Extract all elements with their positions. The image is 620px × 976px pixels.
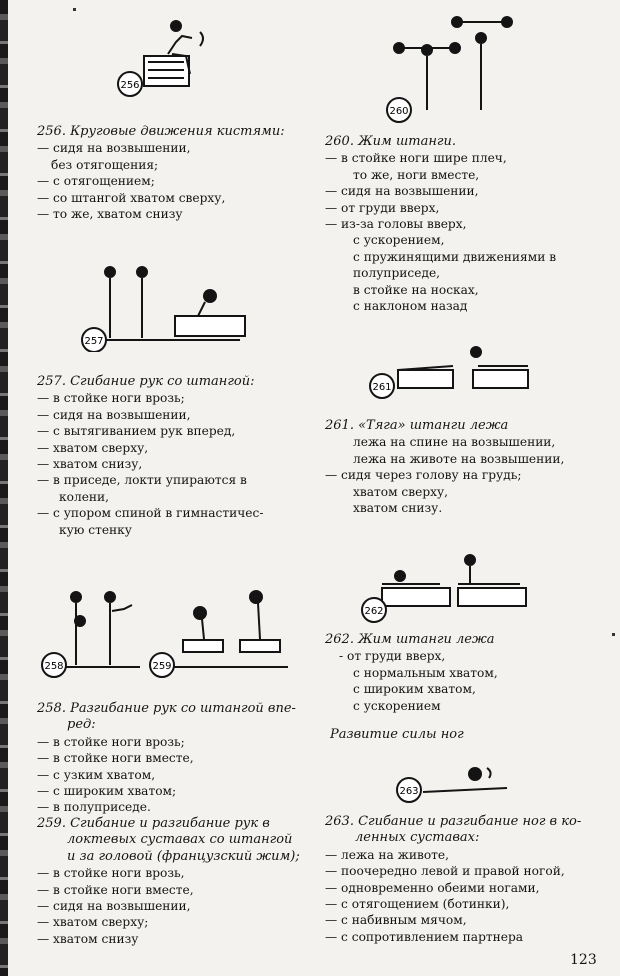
exercise-263 — [325, 814, 581, 945]
section-heading-legs: Развитие силы ног — [330, 727, 464, 742]
list-item: — в стойке ноги шире плеч, — [325, 151, 507, 166]
exercise-261-title: 261. «Тяга» штанги лежа — [325, 418, 509, 433]
list-item: — в полуприседе. — [37, 800, 151, 815]
exercise-259 — [37, 816, 300, 947]
list-item: с наклоном назад — [353, 299, 468, 314]
list-item: с нормальным хватом, — [353, 665, 498, 680]
list-item: — сидя на возвышении, — [37, 899, 191, 914]
page-binding-edge — [0, 0, 8, 976]
list-item: — с узким хватом, — [37, 767, 156, 782]
figure-257 — [80, 258, 250, 352]
figure-257-drawing — [80, 258, 250, 352]
figure-260 — [385, 10, 515, 125]
figure-259 — [148, 585, 298, 680]
list-item: — сидя на возвышении, — [37, 141, 191, 156]
figure-263-label: 263 — [399, 786, 419, 797]
list-item: лежа на животе на возвышении, — [353, 451, 565, 466]
exercise-263-title-cont: ленных суставах: — [355, 830, 480, 846]
list-item: хватом снизу. — [353, 501, 443, 516]
page-number: 123 — [570, 952, 597, 968]
figure-256-label: 256 — [120, 80, 140, 91]
list-item: с пружинящими движениями в — [353, 249, 557, 264]
list-item: — поочередно левой и правой ногой, — [325, 864, 565, 879]
exercise-259-title-cont: локтевых суставах со штангой — [67, 832, 293, 848]
figure-258-label: 258 — [44, 661, 64, 672]
list-item: — хватом сверху, — [37, 440, 149, 455]
list-item: с ускорением, — [353, 233, 445, 248]
exercise-260-title: 260. Жим штанги. — [325, 134, 456, 149]
list-item: — в стойке ноги врозь, — [37, 866, 185, 881]
list-item: — в стойке ноги врозь; — [37, 391, 185, 406]
list-item: — то же, хватом снизу — [37, 207, 183, 222]
list-item: полуприседе, — [353, 266, 441, 281]
list-item: — из-за головы вверх, — [325, 217, 467, 232]
list-item: — с отягощением (ботинки), — [325, 897, 510, 912]
list-item: — хватом снизу, — [37, 457, 143, 472]
print-speck — [73, 8, 76, 11]
exercise-257 — [37, 374, 263, 538]
list-item: — хватом снизу — [37, 931, 139, 946]
figure-261-label: 261 — [372, 382, 392, 393]
figure-256 — [112, 14, 222, 98]
figure-261 — [368, 340, 548, 405]
exercise-257-title: 257. Сгибание рук со штангой: — [37, 374, 255, 389]
list-item: - от груди вверх, — [339, 649, 446, 664]
list-item: колени, — [59, 489, 110, 504]
list-item: — в стойке ноги вместе, — [37, 751, 194, 766]
list-item: — сидя на возвышении, — [37, 407, 191, 422]
figure-262 — [360, 540, 540, 626]
list-item: — со штангой хватом сверху, — [37, 190, 226, 205]
print-speck — [612, 633, 615, 636]
figure-262-drawing — [360, 540, 540, 626]
figure-262-label: 262 — [364, 606, 384, 617]
list-item: хватом сверху, — [353, 484, 449, 499]
exercise-262-title: 262. Жим штанги лежа — [325, 632, 495, 647]
figure-260-drawing — [385, 10, 515, 125]
list-item: — с широким хватом; — [37, 784, 177, 799]
exercise-259-title: 259. Сгибание и разгибание рук в — [37, 816, 270, 831]
list-item: — сидя на возвышении, — [325, 184, 479, 199]
list-item: — с набивным мячом, — [325, 913, 467, 928]
list-item: — в приседе, локти упираются в — [37, 473, 247, 488]
figure-258-drawing — [40, 585, 150, 680]
figure-258 — [40, 585, 150, 680]
exercise-258-title-cont: ред: — [67, 717, 96, 733]
list-item: — с вытягиванием рук вперед, — [37, 424, 236, 439]
list-item: кую стенку — [59, 522, 132, 537]
exercise-258 — [37, 701, 296, 816]
list-item: без отягощения; — [51, 157, 159, 172]
figure-263 — [395, 758, 525, 808]
figure-256-drawing — [112, 14, 222, 98]
exercise-263-title: 263. Сгибание и разгибание ног в ко- — [325, 814, 582, 829]
list-item: с ускорением — [353, 698, 441, 713]
figure-260-label: 260 — [389, 106, 409, 117]
list-item: в стойке на носках, — [353, 282, 479, 297]
list-item: — одновременно обеими ногами, — [325, 880, 540, 895]
list-item: — с сопротивлением партнера — [325, 929, 524, 944]
list-item: — хватом сверху; — [37, 915, 149, 930]
figure-259-drawing — [148, 585, 298, 680]
figure-257-label: 257 — [84, 336, 104, 347]
exercise-262 — [325, 632, 498, 714]
figure-261-drawing — [368, 340, 548, 405]
exercise-256-title: 256. Круговые движения кистями: — [37, 124, 285, 139]
exercise-259-title-cont: и за головой (французский жим); — [67, 848, 300, 864]
list-item: — сидя через голову на грудь; — [325, 468, 522, 483]
figure-263-drawing — [395, 758, 525, 808]
list-item: — от груди вверх, — [325, 200, 440, 215]
list-item: — с упором спиной в гимнастичес- — [37, 506, 264, 521]
figure-259-label: 259 — [152, 661, 172, 672]
list-item: — в стойке ноги врозь; — [37, 734, 185, 749]
list-item: — в стойке ноги вместе, — [37, 882, 194, 897]
list-item: то же, ноги вместе, — [353, 167, 480, 182]
list-item: — лежа на животе, — [325, 847, 449, 862]
list-item: — с отягощением; — [37, 174, 155, 189]
exercise-260 — [325, 134, 556, 314]
exercise-258-title: 258. Разгибание рук со штангой впе- — [37, 701, 296, 716]
exercise-256 — [37, 124, 285, 222]
exercise-261 — [325, 418, 564, 516]
list-item: с широким хватом, — [353, 682, 476, 697]
list-item: лежа на спине на возвышении, — [353, 435, 556, 450]
